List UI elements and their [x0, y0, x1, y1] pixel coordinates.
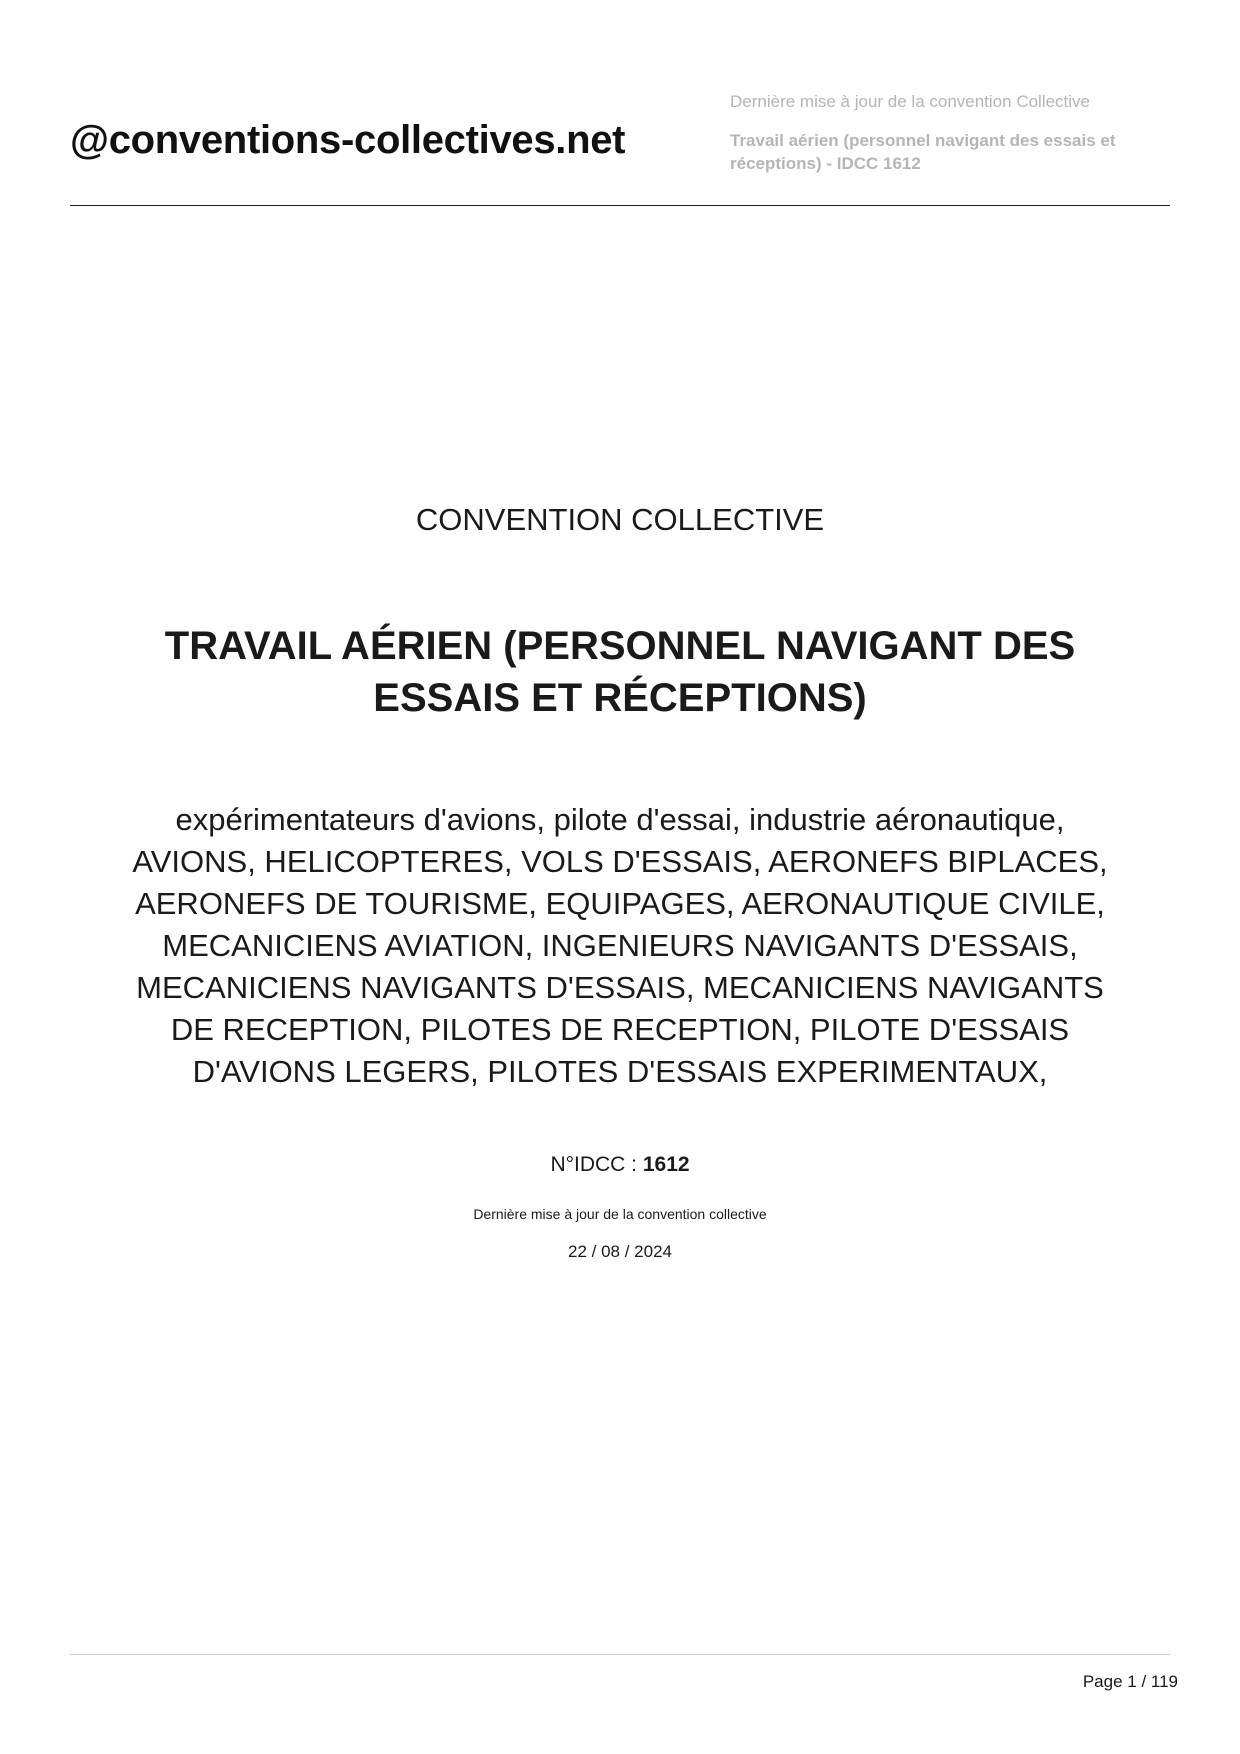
header-doc-title-line1: Travail aérien (personnel navigant des essais et [730, 131, 1116, 150]
keywords-line: DE RECEPTION, PILOTES DE RECEPTION, PILOTE D'ESSAIS [170, 1012, 1070, 1047]
keywords-line: expérimentateurs d'avions, pilote d'essai, industrie aéronautique, [175, 802, 1065, 837]
cover-title-line1: TRAVAIL AÉRIEN (PERSONNEL NAVIGANT DES [164, 624, 1076, 668]
update-label: Dernière mise à jour de la convention collective [473, 1206, 767, 1222]
header-document-info [730, 90, 1170, 175]
keywords-block [70, 799, 1170, 1093]
keywords-line: D'AVIONS LEGERS, PILOTES D'ESSAIS EXPERIMENTAUX, [192, 1054, 1048, 1089]
keywords-line: AERONEFS DE TOURISME, EQUIPAGES, AERONAUTIQUE CIVILE, [135, 886, 1105, 921]
cover-label: CONVENTION COLLECTIVE [415, 502, 825, 537]
keywords-line: MECANICIENS AVIATION, INGENIEURS NAVIGANTS D'ESSAIS, [162, 928, 1078, 963]
idcc-number: 1612 [642, 1153, 690, 1176]
site-logo: @conventions-collectives.net [70, 118, 626, 162]
header-update-label: Dernière mise à jour de la convention Collective [730, 92, 1091, 111]
header-doc-title-line2: réceptions) - IDCC 1612 [730, 154, 921, 173]
cover-title-line2: ESSAIS ET RÉCEPTIONS) [373, 676, 867, 720]
keywords-line: AVIONS, HELICOPTERES, VOLS D'ESSAIS, AERONEFS BIPLACES, [132, 844, 1108, 879]
footer-divider [70, 1654, 1170, 1655]
cover-title [90, 620, 1150, 724]
header-divider [70, 205, 1170, 206]
idcc-line [70, 1153, 1170, 1177]
page-header [70, 90, 1170, 200]
idcc-label: N°IDCC : [550, 1153, 643, 1176]
page-number: Page 1 / 119 [1082, 1672, 1178, 1691]
keywords-line: MECANICIENS NAVIGANTS D'ESSAIS, MECANICIENS NAVIGANTS [136, 970, 1104, 1005]
update-date: 22 / 08 / 2024 [568, 1242, 672, 1261]
